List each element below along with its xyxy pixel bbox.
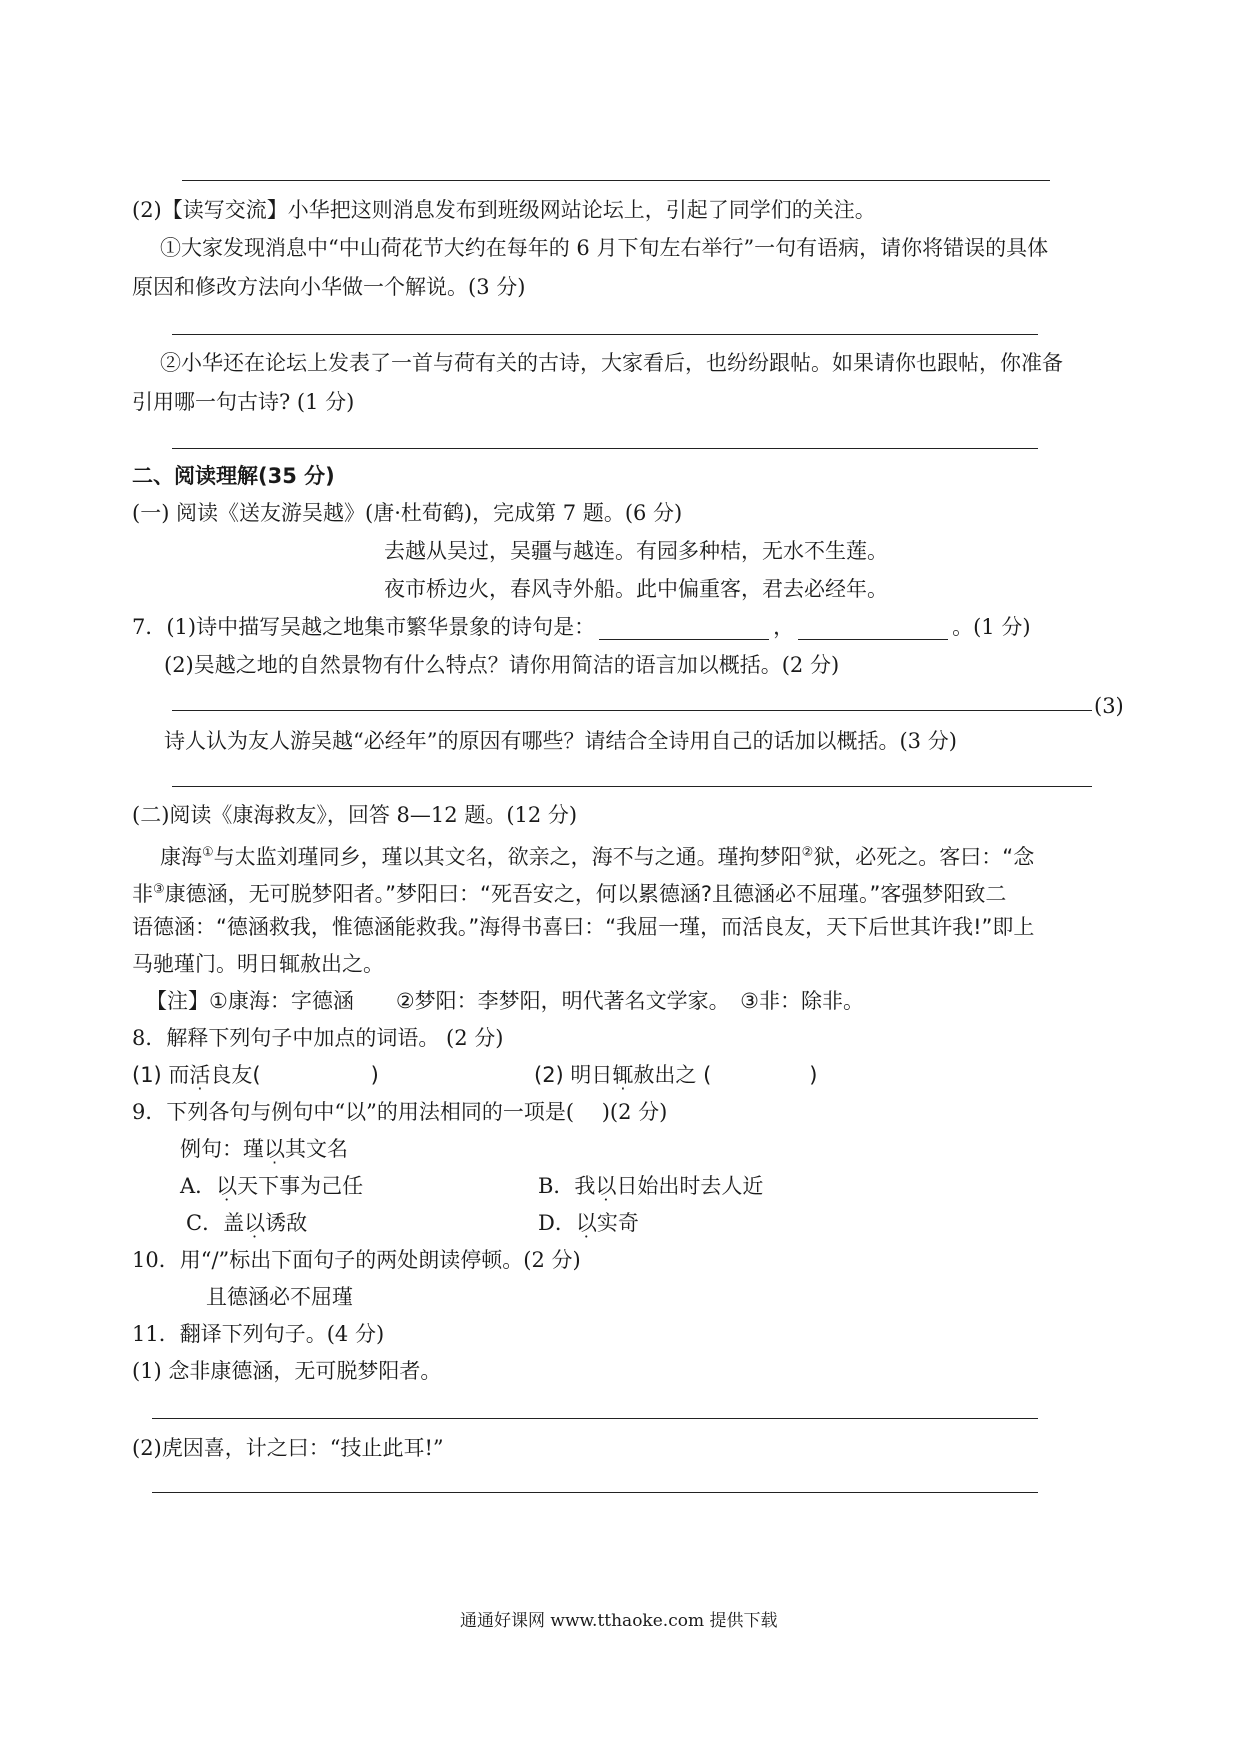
q-text: ) <box>809 1063 818 1087</box>
answer-line <box>172 786 1092 787</box>
option-label: A． <box>180 1174 217 1198</box>
q6-2-intro: (2)【读写交流】小华把这则消息发布到班级网站论坛上，引起了同学们的关注。 <box>132 198 876 222</box>
q-text: ) <box>370 1063 379 1087</box>
poem-line-1: 去越从吴过，吴疆与越连。有园多种桔，无水不生莲。 <box>384 539 888 563</box>
answer-line <box>152 1418 1038 1419</box>
q7-3: 诗人认为友人游吴越“必经年”的原因有哪些？请结合全诗用自己的话加以概括。(3 分) <box>164 729 957 753</box>
answer-line <box>182 180 1050 181</box>
passage-line-4: 马驰瑾门。明日辄赦出之。 <box>132 952 384 976</box>
q7-1-prefix: 7．(1)诗中描写吴越之地集市繁华景象的诗句是： <box>132 615 596 639</box>
option-text: 实奇 <box>596 1211 639 1235</box>
answer-blank[interactable] <box>798 621 948 640</box>
q8: 8．解释下列句子中加点的词语。 (2 分) <box>132 1026 504 1050</box>
dotted-word: 以 <box>244 1211 266 1235</box>
dotted-word: 活 <box>189 1063 211 1087</box>
passage-note: 【注】①康海：字德涵 ②梦阳：李梦阳，明代著名文学家。 ③非：除非。 <box>146 989 864 1013</box>
poem-line-2: 夜市桥边火，春风寺外船。此中偏重客，君去必经年。 <box>384 577 888 601</box>
passage-text: 与太监刘瑾同乡，瑾以其文名，欲亲之，海不与之通。瑾拘梦阳 <box>213 845 802 869</box>
q9-option-d <box>538 1210 639 1236</box>
q-text: (1) 而 <box>132 1063 190 1087</box>
q6-2-sub1-line2: 原因和修改方法向小华做一个解说。(3 分) <box>132 275 526 299</box>
option-text: 天下事为己任 <box>237 1174 364 1198</box>
q-text: 良友( <box>210 1063 261 1087</box>
q-text: 赦出之 ( <box>633 1063 712 1087</box>
passage-line-2 <box>132 877 1006 907</box>
passage-text: 康德涵，无可脱梦阳者。”梦阳曰：“死吾安之，何以累德涵?且德涵必不屈瑾。”客强梦阳致二 <box>164 882 1007 906</box>
q7-1-suffix: 。(1 分) <box>952 615 1031 639</box>
q11-1: (1) 念非康德涵，无可脱梦阳者。 <box>132 1359 442 1383</box>
answer-line <box>152 1492 1038 1493</box>
q7-1 <box>132 614 1031 640</box>
q11: 11．翻译下列句子。(4 分) <box>132 1322 385 1346</box>
q-text: (2) 明日 <box>534 1063 613 1087</box>
passage-line-3: 语德涵：“德涵救我，惟德涵能救我。”海得书喜曰：“我屈一瑾，而活良友，天下后世其许我!”即上 <box>132 915 1035 939</box>
answer-blank[interactable] <box>599 621 769 640</box>
part2-intro: (二)阅读《康海救友》，回答 8—12 题。(12 分) <box>132 803 578 827</box>
q6-2-sub2-line1: ②小华还在论坛上发表了一首与荷有关的古诗，大家看后，也纷纷跟帖。如果请你也跟帖，你准备 <box>160 351 1063 375</box>
answer-line <box>172 710 1092 711</box>
option-label: B．我 <box>538 1174 596 1198</box>
passage-line-1 <box>160 840 1034 870</box>
q9-example <box>180 1136 348 1162</box>
q9-option-b <box>538 1173 763 1199</box>
q9: 9．下列各句与例句中“以”的用法相同的一项是( )(2 分) <box>132 1100 668 1124</box>
note-marker: ③ <box>153 882 165 897</box>
dotted-word: 辄 <box>612 1063 634 1087</box>
q7-2: (2)吴越之地的自然景物有什么特点？请你用简洁的语言加以概括。(2 分) <box>164 653 840 677</box>
q8-1 <box>132 1062 379 1088</box>
option-label: D． <box>538 1211 576 1235</box>
option-text: 日始出时去人近 <box>616 1174 764 1198</box>
dotted-word: 以 <box>595 1174 617 1198</box>
option-label: C．盖 <box>186 1211 245 1235</box>
note-marker: ② <box>801 845 814 860</box>
q11-2: (2)虎因喜，计之曰：“技止此耳!” <box>132 1436 444 1460</box>
q9-option-c <box>186 1210 307 1236</box>
q7-1-comma: ， <box>773 615 795 639</box>
passage-text: 非 <box>132 882 153 906</box>
section-heading: 二、阅读理解(35 分) <box>132 464 335 488</box>
answer-line <box>172 448 1038 449</box>
q6-2-sub2-line2: 引用哪一句古诗? (1 分) <box>132 390 355 414</box>
answer-line <box>172 334 1038 335</box>
q10: 10．用“/”标出下面句子的两处朗读停顿。(2 分) <box>132 1248 581 1272</box>
dotted-word: 以 <box>264 1137 285 1161</box>
q-text: 例句：瑾 <box>180 1137 264 1161</box>
note-marker: ① <box>202 845 214 860</box>
part1-intro: (一) 阅读《送友游吴越》(唐·杜荀鹤)，完成第 7 题。(6 分) <box>132 501 683 525</box>
q9-option-a <box>180 1173 363 1199</box>
passage-text: 康海 <box>160 845 202 869</box>
q8-2 <box>534 1062 818 1088</box>
q7-3-number: (3) <box>1094 694 1124 718</box>
option-text: 诱敌 <box>265 1211 308 1235</box>
q10-sentence: 且德涵必不屈瑾 <box>206 1285 353 1309</box>
q-text: 其文名 <box>285 1137 348 1161</box>
q6-2-sub1-line1: ①大家发现消息中“中山荷花节大约在每年的 6 月下旬左右举行”一句有语病，请你将错误的具体 <box>160 236 1049 260</box>
dotted-word: 以 <box>575 1211 597 1235</box>
footer-text: 通通好课网 www.tthaoke.com 提供下载 <box>460 1611 778 1631</box>
passage-text: 狱，必死之。客曰：“念 <box>813 845 1035 869</box>
dotted-word: 以 <box>216 1174 238 1198</box>
